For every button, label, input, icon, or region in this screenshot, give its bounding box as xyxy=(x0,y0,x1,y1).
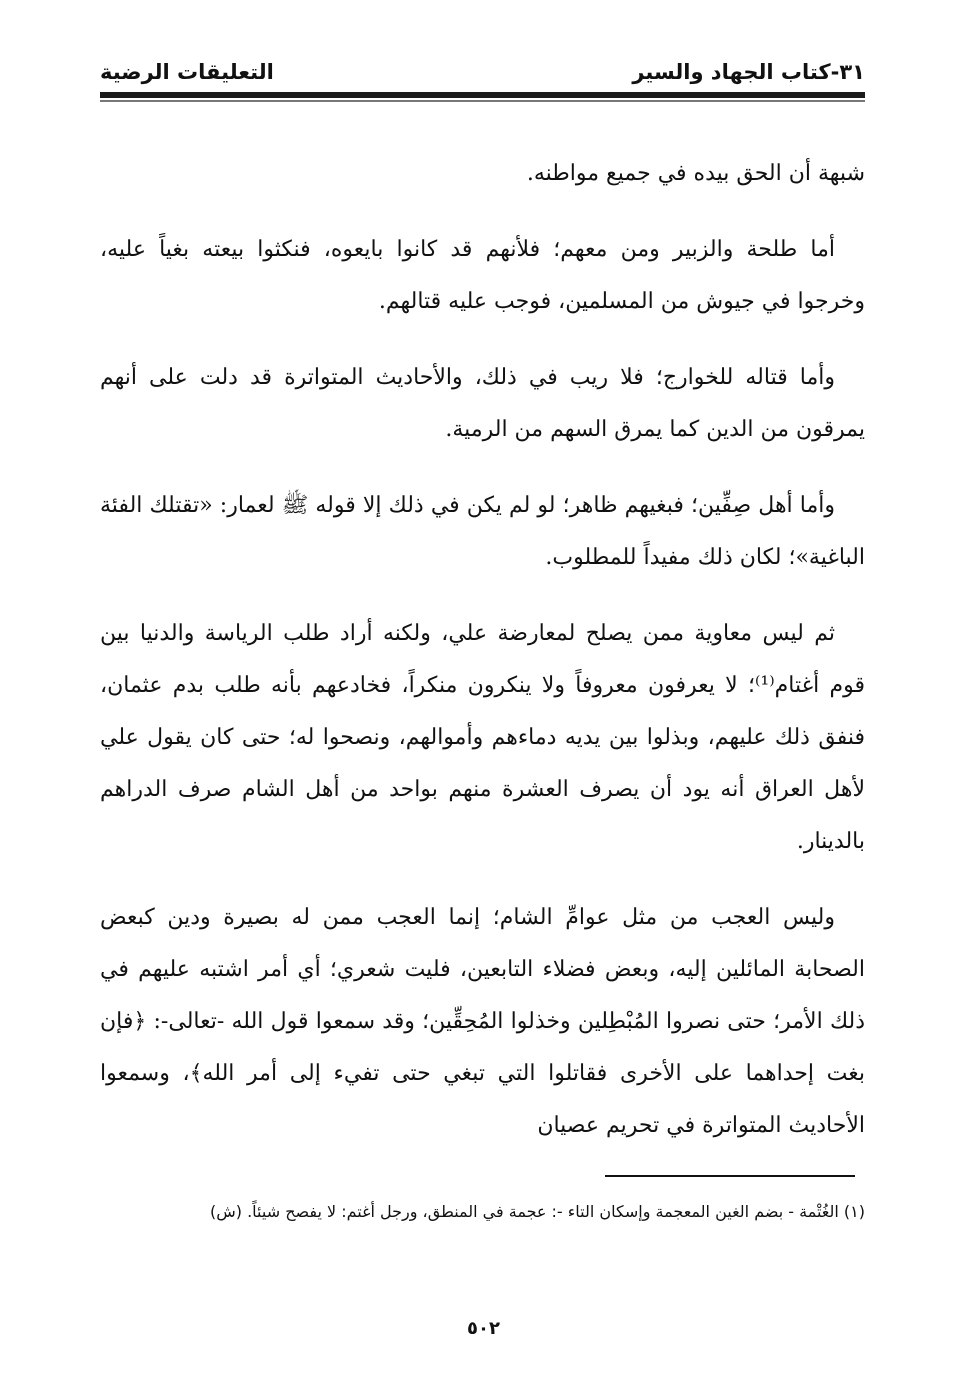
footnote-separator xyxy=(605,1175,855,1177)
paragraph: وأما أهل صِفِّين؛ فبغيهم ظاهر؛ لو لم يكن في ذلك إلا قوله ﷺ لعمار: «تقتلك الفئة الباغية»؛ لكان ذلك مفيداً للمطلوب. xyxy=(100,493,865,570)
running-header xyxy=(100,52,865,92)
book-title: التعليقات الرضية xyxy=(100,60,274,84)
paragraph: وليس العجب من مثل عوامِّ الشام؛ إنما العجب ممن له بصيرة ودين كبعض الصحابة المائلين إليه، وبعض فضلاء التابعين، فليت شعري؛ أي أمر اشتبه عليهم في ذلك الأمر؛ حتى نصروا المُبْطِلين وخذلوا المُحِقِّين؛ وقد سمعوا قول الله -تعالى-: ﴿فإن بغت إحداهما على الأخرى فقاتلوا التي تبغي حتى تفيء إلى أمر الله﴾، وسمعوا الأحاديث المتواترة في تحريم عصيان xyxy=(100,905,865,1138)
header-rule-thin xyxy=(100,100,865,102)
paragraph: شبهة أن الحق بيده في جميع مواطنه. xyxy=(526,161,865,186)
paragraph: أما طلحة والزبير ومن معهم؛ فلأنهم قد كانوا بايعوه، فنكثوا بيعته بغياً عليه، وخرجوا في جيوش من المسلمين، فوجب عليه قتالهم. xyxy=(100,237,865,314)
footnote: (١) الغُتْمة - بضم الغين المعجمة وإسكان التاء -: عجمة في المنطق، ورجل أغتم: لا يفصح شيئاً. (ش) xyxy=(209,1202,865,1221)
main-text xyxy=(100,148,865,1176)
paragraph: ثم ليس معاوية ممن يصلح لمعارضة علي، ولكنه أراد طلب الرياسة والدنيا بين قوم أغتام⁽¹⁾؛ لا يعرفون معروفاً ولا ينكرون منكراً، فخادعهم بأنه طلب بدم عثمان، فنفق ذلك عليهم، وبذلوا بين يديه دماءهم وأموالهم، ونصحوا له؛ حتى كان يقول علي لأهل العراق أنه يود أن يصرف العشرة منهم بواحد من أهل الشام صرف الدراهم بالدينار. xyxy=(100,621,866,854)
paragraph: وأما قتاله للخوارج؛ فلا ريب في ذلك، والأحاديث المتواترة قد دلت على أنهم يمرقون من الدين كما يمرق السهم من الرمية. xyxy=(100,365,865,442)
header-rule xyxy=(100,92,865,98)
page-number: ٥٠٢ xyxy=(467,1318,500,1339)
chapter-title: ٣١-كتاب الجهاد والسير xyxy=(632,60,865,84)
